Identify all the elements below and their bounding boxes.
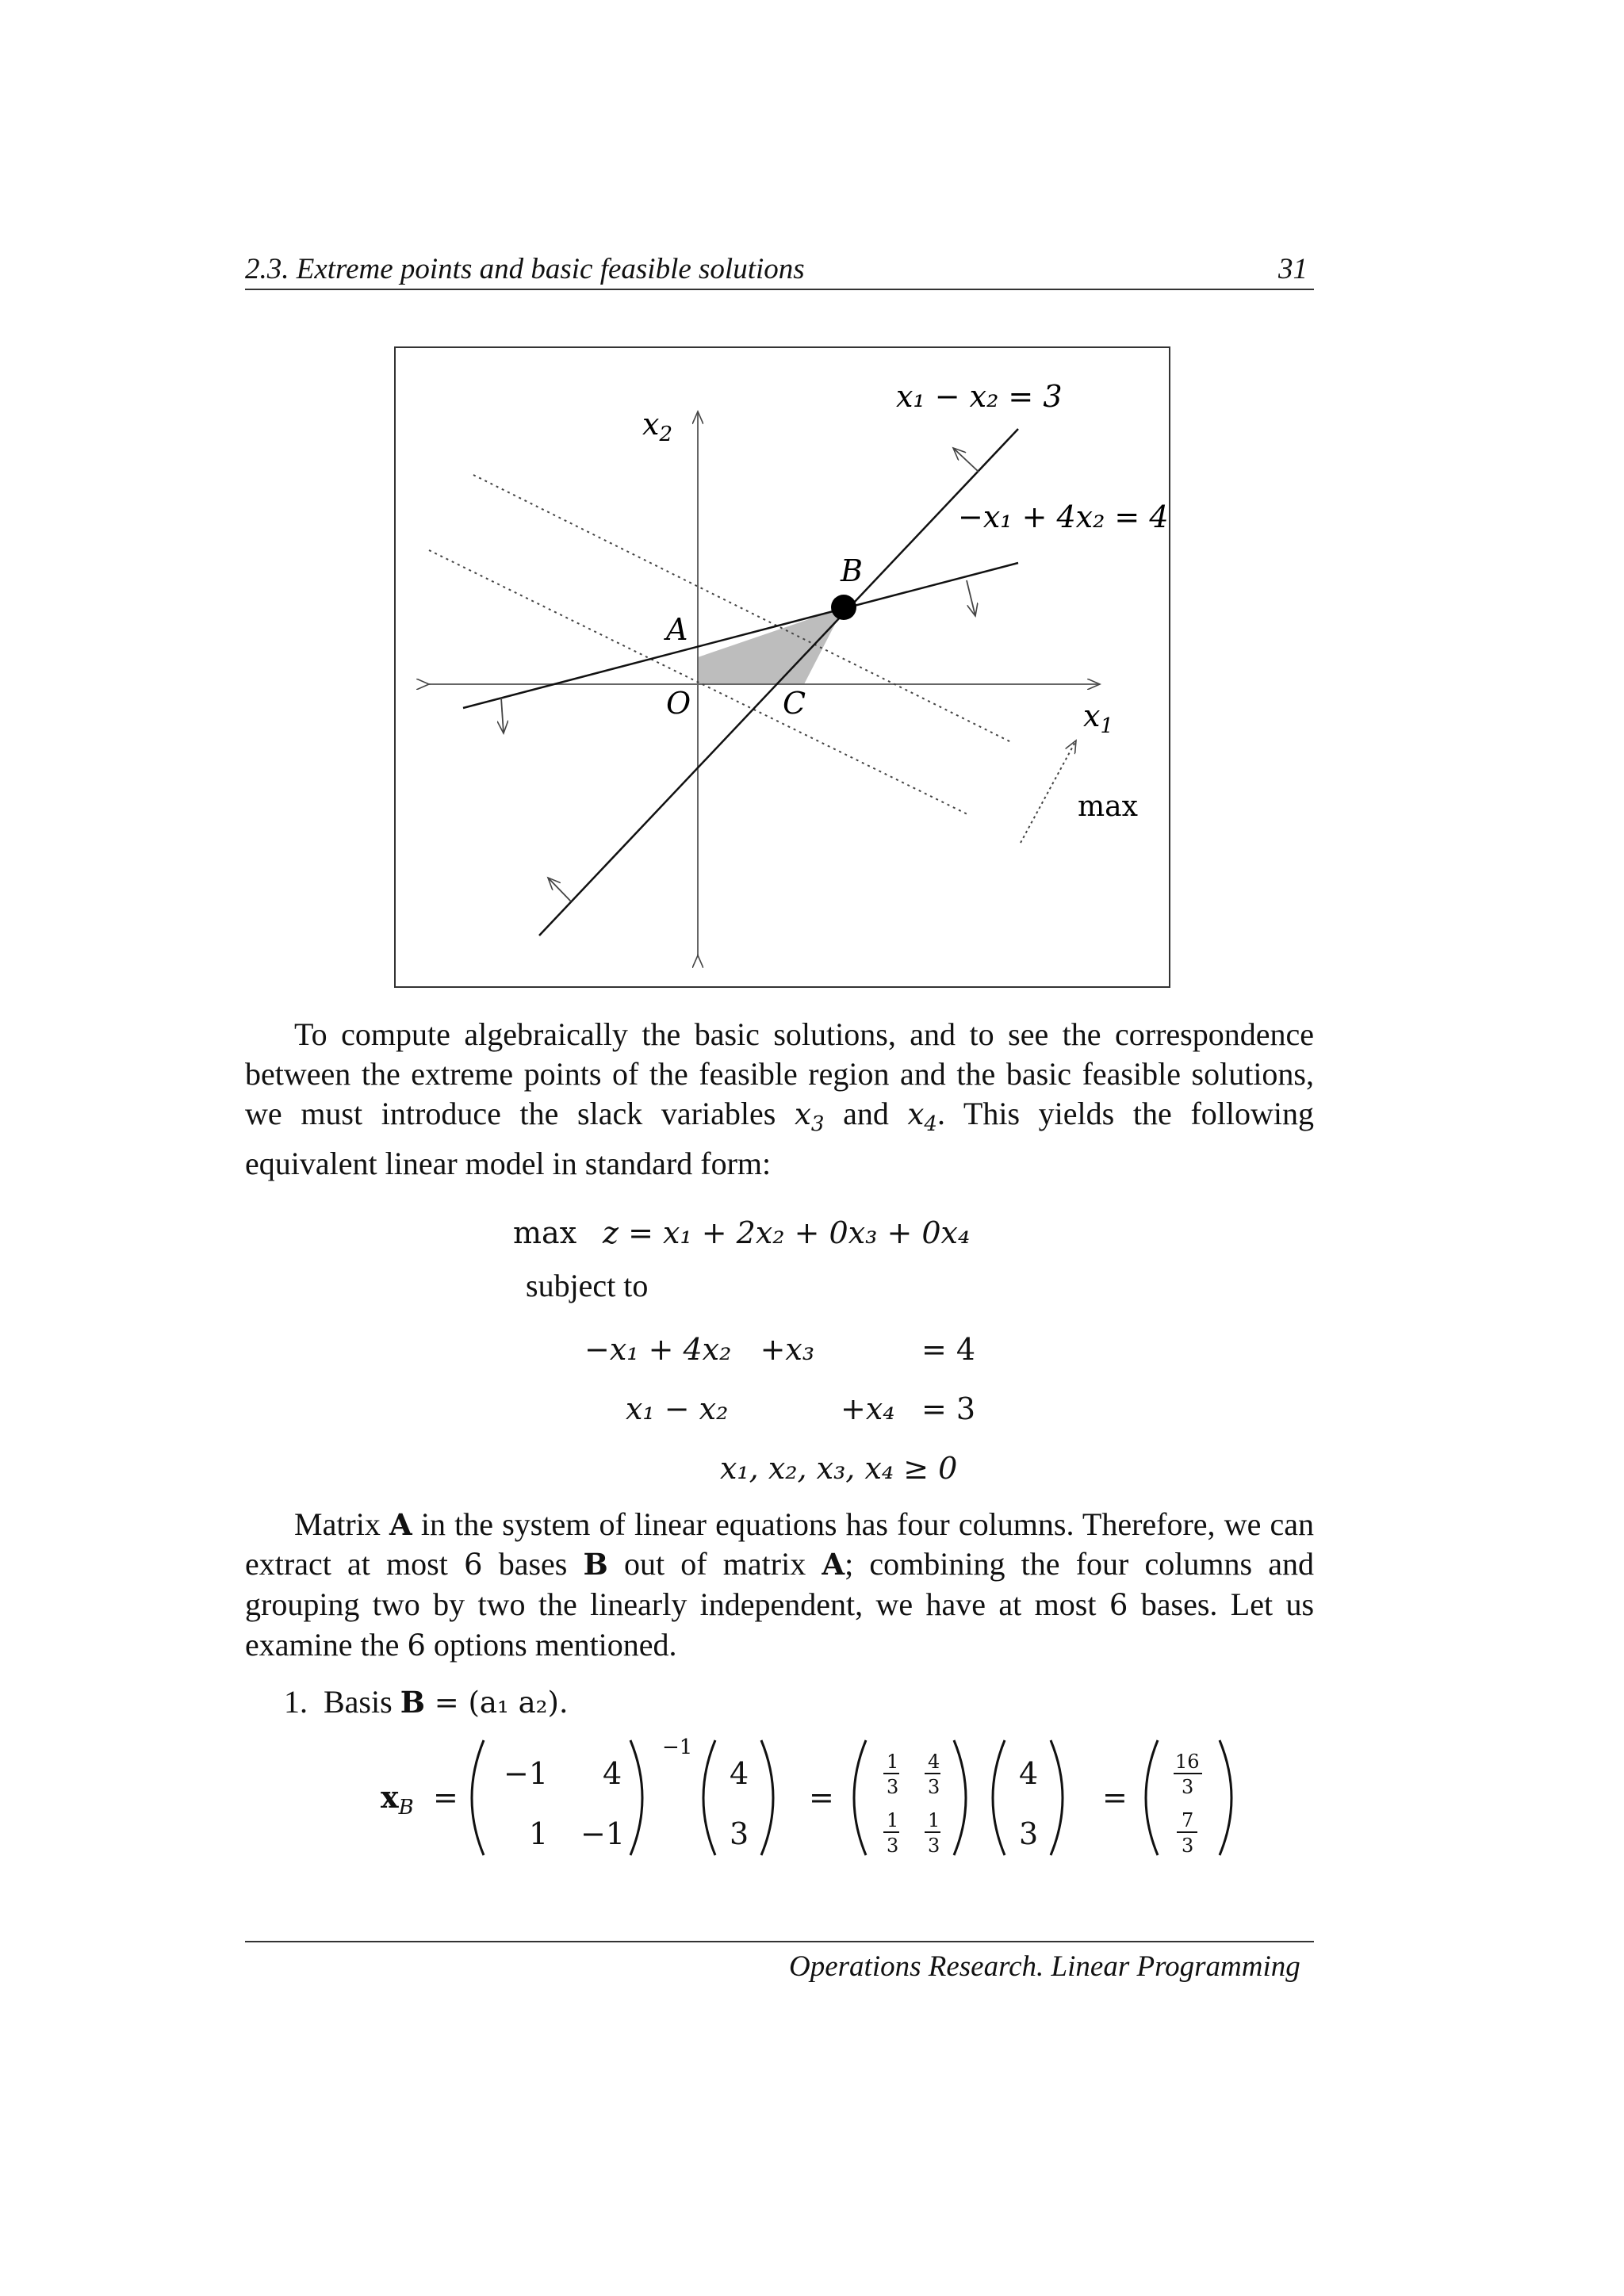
running-header-section: 2.3. Extreme points and basic feasible solutions	[245, 253, 805, 285]
feasible-region-figure	[394, 346, 1170, 988]
paragraph-bases: Matrix A in the system of linear equations has four columns. Therefore, we can extract at most 6 bases B out of matrix A; combining the four columns and grouping two by two the linearly independent, we have at most 6 bases. Let us examine the 6 options mentioned.	[245, 1506, 1315, 1663]
matrix-equation	[373, 1728, 1261, 1871]
running-footer: Operations Research. Linear Programming	[789, 1950, 1300, 1983]
model-subject-to: subject to	[526, 1268, 649, 1303]
para1-text-b: . This yields the following equivalent linear model in standard form:	[245, 1096, 1314, 1181]
normal-arrow-2a	[967, 580, 975, 616]
normal-arrow-2b	[501, 698, 504, 733]
constraint-1-lhs: −x₁ + 4x₂ +x₃	[584, 1332, 815, 1367]
list-item-1: 1. Basis B = (a₁ a₂).	[284, 1684, 569, 1720]
basis-b-symbol: B	[583, 1547, 608, 1582]
constraint-line-1	[539, 429, 1018, 936]
list-item-number: 1.	[284, 1684, 308, 1720]
nonnegativity-constraint: x₁, x₂, x₃, x₄ ≥ 0	[720, 1451, 958, 1486]
v1-1: 4	[730, 1756, 749, 1791]
model-max: max	[513, 1215, 577, 1250]
x2-axis-label: $x_2$	[642, 407, 672, 446]
equals-1: =	[433, 1780, 458, 1815]
point-c-label: C	[783, 686, 806, 721]
m2-22-den: 3	[928, 1835, 940, 1857]
m2-21-num: 1	[887, 1809, 899, 1831]
normal-arrow-1b	[548, 878, 571, 901]
origin-label: O	[666, 686, 691, 721]
m2-11-num: 1	[887, 1751, 899, 1773]
inverse-exponent: −1	[662, 1735, 693, 1759]
m1-12: 4	[603, 1756, 622, 1791]
res-1-den: 3	[1182, 1776, 1194, 1798]
m2-12-num: 4	[928, 1751, 940, 1773]
line1-label: x₁ − x₂ = 3	[896, 379, 1063, 414]
res-1-num: 16	[1175, 1751, 1200, 1773]
level-line-upper	[473, 475, 1013, 743]
v2-2: 3	[1019, 1816, 1039, 1851]
var-x3: $x_3$	[794, 1097, 825, 1136]
v1-2: 3	[730, 1816, 749, 1851]
normal-arrow-1a	[953, 448, 979, 472]
point-a-label: A	[666, 612, 688, 647]
para1-text-a: To compute algebraically the basic solutions, and to see the correspondence between the extreme points of the feasible region and the basic feasible solutions, we must introduce the slack variables	[245, 1016, 1314, 1131]
m2-11-den: 3	[887, 1776, 899, 1798]
constraint-2-slack: +x₄	[841, 1391, 895, 1426]
model-objective: z = x₁ + 2x₂ + 0x₃ + 0x₄	[603, 1215, 971, 1250]
m1-22: −1	[580, 1816, 626, 1851]
page-number: 31	[1278, 253, 1308, 285]
max-label: max	[1078, 790, 1138, 823]
header-rule	[245, 289, 1314, 290]
line2-label: −x₁ + 4x₂ = 4	[958, 499, 1169, 534]
m2-21-den: 3	[887, 1835, 899, 1857]
res-2-num: 7	[1182, 1809, 1194, 1831]
equals-2: =	[809, 1780, 834, 1815]
footer-rule	[245, 1941, 1314, 1942]
res-2-den: 3	[1182, 1835, 1194, 1857]
point-b-label: B	[841, 553, 863, 588]
m1-21: 1	[529, 1816, 549, 1851]
m2-12-den: 3	[928, 1776, 940, 1798]
para1-and: and	[824, 1096, 908, 1131]
matrix-a-symbol: A	[389, 1507, 412, 1542]
x1-axis-label: $x_1$	[1083, 698, 1113, 738]
constraint-2-rhs: = 3	[921, 1391, 976, 1426]
paragraph-slack-variables	[245, 1015, 1314, 1184]
constraint-line-2	[463, 563, 1018, 708]
constraint-2-lhs: x₁ − x₂	[626, 1391, 729, 1426]
feasible-region	[698, 607, 844, 684]
m2-22-num: 1	[928, 1809, 940, 1831]
xb-symbol: $x_B$	[381, 1779, 414, 1820]
point-b-dot	[831, 595, 856, 620]
max-direction-arrow	[1021, 740, 1076, 843]
constraint-1-rhs: = 4	[921, 1332, 976, 1367]
v2-1: 4	[1019, 1756, 1039, 1791]
equals-3: =	[1102, 1780, 1128, 1815]
var-x4: $x_4$	[907, 1097, 937, 1136]
m1-11: −1	[504, 1756, 549, 1791]
